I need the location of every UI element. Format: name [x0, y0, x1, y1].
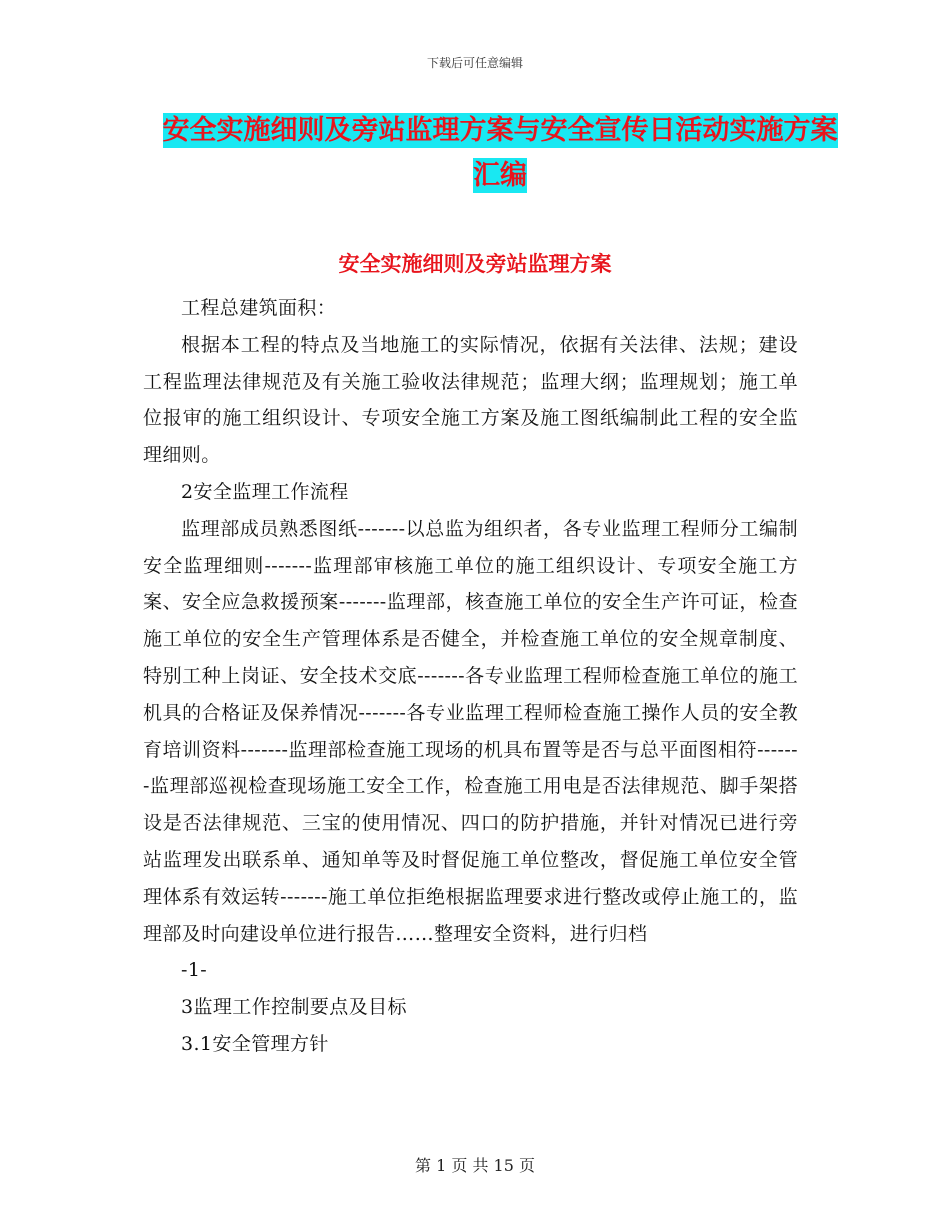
inline-page-number: -1- — [181, 959, 208, 982]
document-body — [143, 290, 798, 1063]
paragraph: 3.1安全管理方针 — [181, 1032, 329, 1055]
paragraph: 2安全监理工作流程 — [181, 480, 349, 503]
paragraph: 工程总建筑面积： — [181, 297, 337, 319]
page-footer: 第 1 页 共 15 页 — [415, 1156, 535, 1175]
section-title: 安全实施细则及旁站监理方案 — [338, 252, 612, 276]
paragraph: 3监理工作控制要点及目标 — [181, 996, 407, 1019]
main-title-text: 安全实施细则及旁站监理方案与安全宣传日活动实施方案汇编 — [162, 115, 838, 191]
header-note: 下载后可任意编辑 — [426, 56, 523, 70]
paragraph: 监理部成员熟悉图纸-------以总监为组织者，各专业监理工程师分工编制安全监理细则-------监理部审核施工单位的施工组织设计、专项安全施工方案、安全应急救援预案-------监理部，核查施工单位的安全生产许可证，检查施工单位的安全生产管理体系是否健全，并检查施工单位的安全规章制度、特别工种上岗证、安全技术交底-------各专业监理工程师检查施工单位的施工机具的合格证及保养情况-------各专业监理工程师检查施工操作人员的安全教育培训资料-------监理部检查施工现场的机具布置等是否与总平面图相符-------监理部巡视检查现场施工安全工作，检查施工用电是否法律规范、脚手架搭设是否法律规范、三宝的使用情况、四口的防护措施，并针对情况已进行旁站监理发出联系单、通知单等及时督促施工单位整改，督促施工单位安全管理体系有效运转-------施工单位拒绝根据监理要求进行整改或停止施工的，监理部及时向建设单位进行报告……整理安全资料，进行归档 — [143, 517, 798, 945]
main-title — [150, 108, 850, 198]
paragraph: 根据本工程的特点及当地施工的实际情况，依据有关法律、法规；建设工程监理法律规范及有关施工验收法律规范；监理大纲；监理规划；施工单位报审的施工组织设计、专项安全施工方案及施工图纸编制此工程的安全监理细则。 — [143, 333, 798, 467]
